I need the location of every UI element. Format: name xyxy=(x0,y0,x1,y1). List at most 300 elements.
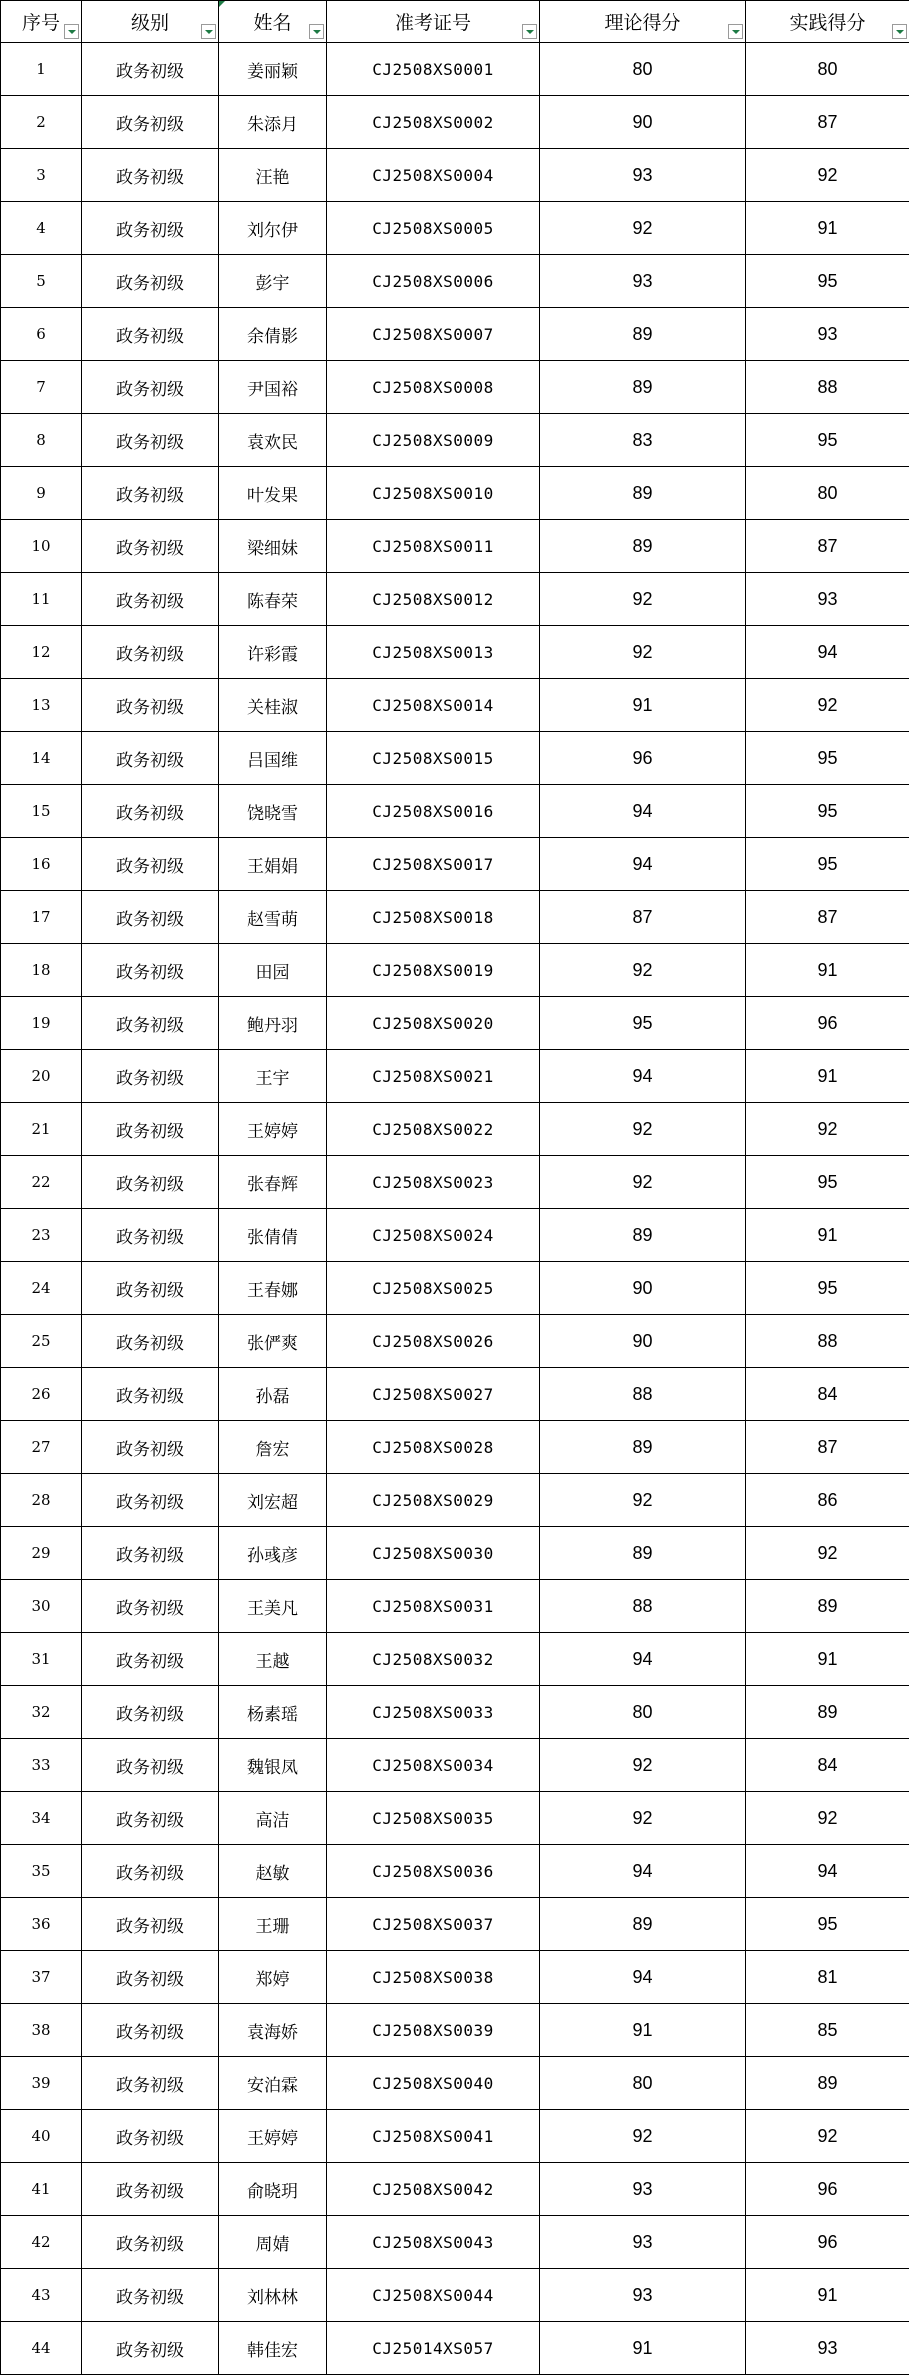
filter-dropdown-icon[interactable] xyxy=(64,24,79,39)
practice-score-cell[interactable]: 95 xyxy=(746,1262,909,1315)
level-cell[interactable]: 政务初级 xyxy=(82,467,219,520)
table-row xyxy=(1,308,909,361)
seq-cell[interactable]: 1 xyxy=(1,43,82,96)
exam-id-cell[interactable]: CJ2508XS0020 xyxy=(327,997,540,1050)
seq-cell[interactable]: 26 xyxy=(1,1368,82,1421)
theory-score-cell[interactable]: 94 xyxy=(540,1845,746,1898)
practice-score-cell[interactable]: 87 xyxy=(746,891,909,944)
theory-score-cell[interactable]: 95 xyxy=(540,997,746,1050)
table-row xyxy=(1,1845,909,1898)
exam-id-cell[interactable]: CJ2508XS0009 xyxy=(327,414,540,467)
exam-id-cell[interactable]: CJ2508XS0044 xyxy=(327,2269,540,2322)
level-cell[interactable]: 政务初级 xyxy=(82,944,219,997)
level-cell[interactable]: 政务初级 xyxy=(82,1421,219,1474)
name-cell[interactable]: 赵敏 xyxy=(219,1845,327,1898)
level-cell[interactable]: 政务初级 xyxy=(82,96,219,149)
level-cell[interactable]: 政务初级 xyxy=(82,732,219,785)
name-cell[interactable]: 关桂淑 xyxy=(219,679,327,732)
theory-score-cell[interactable]: 91 xyxy=(540,679,746,732)
exam-id-cell[interactable]: CJ2508XS0006 xyxy=(327,255,540,308)
exam-id-cell[interactable]: CJ2508XS0001 xyxy=(327,43,540,96)
name-cell[interactable]: 汪艳 xyxy=(219,149,327,202)
name-cell[interactable]: 孙磊 xyxy=(219,1368,327,1421)
theory-score-cell[interactable]: 92 xyxy=(540,573,746,626)
practice-score-cell[interactable]: 95 xyxy=(746,255,909,308)
seq-cell[interactable]: 15 xyxy=(1,785,82,838)
theory-score-cell[interactable]: 89 xyxy=(540,308,746,361)
name-cell[interactable]: 彭宇 xyxy=(219,255,327,308)
name-cell[interactable]: 吕国维 xyxy=(219,732,327,785)
practice-score-cell[interactable]: 87 xyxy=(746,520,909,573)
seq-cell[interactable]: 39 xyxy=(1,2057,82,2110)
level-cell[interactable]: 政务初级 xyxy=(82,43,219,96)
header-seq[interactable] xyxy=(1,1,82,43)
level-cell[interactable]: 政务初级 xyxy=(82,1951,219,2004)
practice-score-cell[interactable]: 85 xyxy=(746,2004,909,2057)
seq-cell[interactable]: 16 xyxy=(1,838,82,891)
theory-score-cell[interactable]: 89 xyxy=(540,467,746,520)
seq-cell[interactable]: 6 xyxy=(1,308,82,361)
level-cell[interactable]: 政务初级 xyxy=(82,1209,219,1262)
level-cell[interactable]: 政务初级 xyxy=(82,626,219,679)
seq-cell[interactable]: 41 xyxy=(1,2163,82,2216)
exam-id-cell[interactable]: CJ2508XS0026 xyxy=(327,1315,540,1368)
seq-cell[interactable]: 11 xyxy=(1,573,82,626)
level-cell[interactable]: 政务初级 xyxy=(82,149,219,202)
seq-cell[interactable]: 37 xyxy=(1,1951,82,2004)
theory-score-cell[interactable]: 89 xyxy=(540,361,746,414)
exam-id-cell[interactable]: CJ2508XS0007 xyxy=(327,308,540,361)
exam-id-cell[interactable]: CJ2508XS0038 xyxy=(327,1951,540,2004)
exam-id-cell[interactable]: CJ2508XS0004 xyxy=(327,149,540,202)
exam-id-cell[interactable]: CJ2508XS0030 xyxy=(327,1527,540,1580)
theory-score-cell[interactable]: 92 xyxy=(540,2110,746,2163)
header-theory-score[interactable] xyxy=(540,1,746,43)
exam-id-cell[interactable]: CJ25014XS057 xyxy=(327,2322,540,2375)
level-cell[interactable]: 政务初级 xyxy=(82,2269,219,2322)
practice-score-cell[interactable]: 89 xyxy=(746,1686,909,1739)
theory-score-cell[interactable]: 94 xyxy=(540,1951,746,2004)
level-cell[interactable]: 政务初级 xyxy=(82,997,219,1050)
exam-id-cell[interactable]: CJ2508XS0032 xyxy=(327,1633,540,1686)
practice-score-cell[interactable]: 91 xyxy=(746,2269,909,2322)
header-label: 准考证号 xyxy=(394,12,471,34)
filter-dropdown-icon[interactable] xyxy=(522,24,537,39)
name-cell[interactable]: 王春娜 xyxy=(219,1262,327,1315)
name-cell[interactable]: 叶发果 xyxy=(219,467,327,520)
exam-id-cell[interactable]: CJ2508XS0034 xyxy=(327,1739,540,1792)
practice-score-cell[interactable]: 80 xyxy=(746,467,909,520)
seq-cell[interactable]: 14 xyxy=(1,732,82,785)
exam-id-cell[interactable]: CJ2508XS0033 xyxy=(327,1686,540,1739)
level-cell[interactable]: 政务初级 xyxy=(82,679,219,732)
header-name[interactable] xyxy=(219,1,327,43)
theory-score-cell[interactable]: 94 xyxy=(540,1633,746,1686)
filter-dropdown-icon[interactable] xyxy=(201,24,216,39)
table-row xyxy=(1,96,909,149)
seq-cell[interactable]: 22 xyxy=(1,1156,82,1209)
level-cell[interactable]: 政务初级 xyxy=(82,1527,219,1580)
name-cell[interactable]: 王珊 xyxy=(219,1898,327,1951)
name-cell[interactable]: 朱添月 xyxy=(219,96,327,149)
level-cell[interactable]: 政务初级 xyxy=(82,785,219,838)
exam-id-cell[interactable]: CJ2508XS0037 xyxy=(327,1898,540,1951)
level-cell[interactable]: 政务初级 xyxy=(82,1845,219,1898)
header-row xyxy=(1,1,909,43)
exam-id-cell[interactable]: CJ2508XS0029 xyxy=(327,1474,540,1527)
seq-cell[interactable]: 9 xyxy=(1,467,82,520)
seq-cell[interactable]: 27 xyxy=(1,1421,82,1474)
exam-id-cell[interactable]: CJ2508XS0011 xyxy=(327,520,540,573)
name-cell[interactable]: 刘尔伊 xyxy=(219,202,327,255)
level-cell[interactable]: 政务初级 xyxy=(82,2322,219,2375)
theory-score-cell[interactable]: 90 xyxy=(540,1315,746,1368)
level-cell[interactable]: 政务初级 xyxy=(82,891,219,944)
level-cell[interactable]: 政务初级 xyxy=(82,1474,219,1527)
level-cell[interactable]: 政务初级 xyxy=(82,1103,219,1156)
seq-cell[interactable]: 28 xyxy=(1,1474,82,1527)
name-cell[interactable]: 孙彧彦 xyxy=(219,1527,327,1580)
theory-score-cell[interactable]: 90 xyxy=(540,96,746,149)
seq-cell[interactable]: 7 xyxy=(1,361,82,414)
practice-score-cell[interactable]: 95 xyxy=(746,1156,909,1209)
name-cell[interactable]: 张倩倩 xyxy=(219,1209,327,1262)
level-cell[interactable]: 政务初级 xyxy=(82,1792,219,1845)
exam-id-cell[interactable]: CJ2508XS0028 xyxy=(327,1421,540,1474)
practice-score-cell[interactable]: 87 xyxy=(746,1421,909,1474)
seq-cell[interactable]: 31 xyxy=(1,1633,82,1686)
name-cell[interactable]: 俞晓玥 xyxy=(219,2163,327,2216)
name-cell[interactable]: 王婷婷 xyxy=(219,2110,327,2163)
seq-cell[interactable]: 20 xyxy=(1,1050,82,1103)
name-cell[interactable]: 刘宏超 xyxy=(219,1474,327,1527)
theory-score-cell[interactable]: 93 xyxy=(540,2216,746,2269)
exam-id-cell[interactable]: CJ2508XS0019 xyxy=(327,944,540,997)
name-cell[interactable]: 梁细妹 xyxy=(219,520,327,573)
header-practice-score[interactable] xyxy=(746,1,909,43)
name-cell[interactable]: 鲍丹羽 xyxy=(219,997,327,1050)
theory-score-cell[interactable]: 89 xyxy=(540,1209,746,1262)
level-cell[interactable]: 政务初级 xyxy=(82,1580,219,1633)
table-row xyxy=(1,785,909,838)
practice-score-cell[interactable]: 81 xyxy=(746,1951,909,2004)
level-cell[interactable]: 政务初级 xyxy=(82,2216,219,2269)
practice-score-cell[interactable]: 95 xyxy=(746,414,909,467)
seq-cell[interactable]: 5 xyxy=(1,255,82,308)
exam-id-cell[interactable]: CJ2508XS0012 xyxy=(327,573,540,626)
theory-score-cell[interactable]: 92 xyxy=(540,626,746,679)
seq-cell[interactable]: 44 xyxy=(1,2322,82,2375)
seq-cell[interactable]: 13 xyxy=(1,679,82,732)
name-cell[interactable]: 安泊霖 xyxy=(219,2057,327,2110)
name-cell[interactable]: 尹国裕 xyxy=(219,361,327,414)
seq-cell[interactable]: 23 xyxy=(1,1209,82,1262)
practice-score-cell[interactable]: 86 xyxy=(746,1474,909,1527)
name-cell[interactable]: 袁海娇 xyxy=(219,2004,327,2057)
practice-score-cell[interactable]: 96 xyxy=(746,997,909,1050)
exam-id-cell[interactable]: CJ2508XS0023 xyxy=(327,1156,540,1209)
seq-cell[interactable]: 4 xyxy=(1,202,82,255)
table-row xyxy=(1,1103,909,1156)
level-cell[interactable]: 政务初级 xyxy=(82,361,219,414)
practice-score-cell[interactable]: 91 xyxy=(746,1209,909,1262)
seq-cell[interactable]: 36 xyxy=(1,1898,82,1951)
level-cell[interactable]: 政务初级 xyxy=(82,202,219,255)
seq-cell[interactable]: 38 xyxy=(1,2004,82,2057)
table-row xyxy=(1,679,909,732)
practice-score-cell[interactable]: 88 xyxy=(746,1315,909,1368)
table-row xyxy=(1,944,909,997)
theory-score-cell[interactable]: 93 xyxy=(540,149,746,202)
theory-score-cell[interactable]: 89 xyxy=(540,1527,746,1580)
name-cell[interactable]: 赵雪萌 xyxy=(219,891,327,944)
theory-score-cell[interactable]: 92 xyxy=(540,944,746,997)
seq-cell[interactable]: 8 xyxy=(1,414,82,467)
name-cell[interactable]: 陈春荣 xyxy=(219,573,327,626)
theory-score-cell[interactable]: 80 xyxy=(540,43,746,96)
theory-score-cell[interactable]: 93 xyxy=(540,255,746,308)
level-cell[interactable]: 政务初级 xyxy=(82,1368,219,1421)
theory-score-cell[interactable]: 87 xyxy=(540,891,746,944)
name-cell[interactable]: 余倩影 xyxy=(219,308,327,361)
practice-score-cell[interactable]: 91 xyxy=(746,202,909,255)
practice-score-cell[interactable]: 96 xyxy=(746,2163,909,2216)
practice-score-cell[interactable]: 89 xyxy=(746,2057,909,2110)
practice-score-cell[interactable]: 96 xyxy=(746,2216,909,2269)
exam-id-cell[interactable]: CJ2508XS0008 xyxy=(327,361,540,414)
level-cell[interactable]: 政务初级 xyxy=(82,308,219,361)
name-cell[interactable]: 郑婷 xyxy=(219,1951,327,2004)
exam-id-cell[interactable]: CJ2508XS0031 xyxy=(327,1580,540,1633)
practice-score-cell[interactable]: 89 xyxy=(746,1580,909,1633)
name-cell[interactable]: 魏银凤 xyxy=(219,1739,327,1792)
level-cell[interactable]: 政务初级 xyxy=(82,414,219,467)
cell-comment-marker-icon xyxy=(219,1,225,7)
practice-score-cell[interactable]: 92 xyxy=(746,2110,909,2163)
table-row xyxy=(1,626,909,679)
exam-id-cell[interactable]: CJ2508XS0021 xyxy=(327,1050,540,1103)
theory-score-cell[interactable]: 96 xyxy=(540,732,746,785)
level-cell[interactable]: 政务初级 xyxy=(82,1315,219,1368)
practice-score-cell[interactable]: 92 xyxy=(746,1527,909,1580)
theory-score-cell[interactable]: 91 xyxy=(540,2322,746,2375)
table-row xyxy=(1,2057,909,2110)
seq-cell[interactable]: 43 xyxy=(1,2269,82,2322)
level-cell[interactable]: 政务初级 xyxy=(82,1156,219,1209)
seq-cell[interactable]: 33 xyxy=(1,1739,82,1792)
name-cell[interactable]: 袁欢民 xyxy=(219,414,327,467)
theory-score-cell[interactable]: 91 xyxy=(540,2004,746,2057)
level-cell[interactable]: 政务初级 xyxy=(82,2004,219,2057)
seq-cell[interactable]: 17 xyxy=(1,891,82,944)
table-row xyxy=(1,1368,909,1421)
filter-dropdown-icon[interactable] xyxy=(728,24,743,39)
exam-id-cell[interactable]: CJ2508XS0022 xyxy=(327,1103,540,1156)
practice-score-cell[interactable]: 84 xyxy=(746,1368,909,1421)
exam-id-cell[interactable]: CJ2508XS0039 xyxy=(327,2004,540,2057)
theory-score-cell[interactable]: 92 xyxy=(540,1474,746,1527)
seq-cell[interactable]: 42 xyxy=(1,2216,82,2269)
exam-id-cell[interactable]: CJ2508XS0018 xyxy=(327,891,540,944)
exam-id-cell[interactable]: CJ2508XS0024 xyxy=(327,1209,540,1262)
name-cell[interactable]: 张春辉 xyxy=(219,1156,327,1209)
header-label: 姓名 xyxy=(253,12,292,34)
exam-id-cell[interactable]: CJ2508XS0014 xyxy=(327,679,540,732)
practice-score-cell[interactable]: 92 xyxy=(746,1792,909,1845)
seq-cell[interactable]: 34 xyxy=(1,1792,82,1845)
theory-score-cell[interactable]: 94 xyxy=(540,785,746,838)
practice-score-cell[interactable]: 93 xyxy=(746,2322,909,2375)
seq-cell[interactable]: 12 xyxy=(1,626,82,679)
seq-cell[interactable]: 21 xyxy=(1,1103,82,1156)
level-cell[interactable]: 政务初级 xyxy=(82,1050,219,1103)
practice-score-cell[interactable]: 94 xyxy=(746,626,909,679)
theory-score-cell[interactable]: 89 xyxy=(540,1898,746,1951)
exam-id-cell[interactable]: CJ2508XS0010 xyxy=(327,467,540,520)
theory-score-cell[interactable]: 89 xyxy=(540,520,746,573)
name-cell[interactable]: 姜丽颖 xyxy=(219,43,327,96)
table-row xyxy=(1,520,909,573)
theory-score-cell[interactable]: 80 xyxy=(540,2057,746,2110)
level-cell[interactable]: 政务初级 xyxy=(82,1898,219,1951)
level-cell[interactable]: 政务初级 xyxy=(82,573,219,626)
table-row xyxy=(1,1686,909,1739)
seq-cell[interactable]: 30 xyxy=(1,1580,82,1633)
table-row xyxy=(1,2216,909,2269)
table-row xyxy=(1,1580,909,1633)
theory-score-cell[interactable]: 94 xyxy=(540,838,746,891)
theory-score-cell[interactable]: 89 xyxy=(540,1421,746,1474)
level-cell[interactable]: 政务初级 xyxy=(82,2057,219,2110)
name-cell[interactable]: 许彩霞 xyxy=(219,626,327,679)
level-cell[interactable]: 政务初级 xyxy=(82,1633,219,1686)
exam-id-cell[interactable]: CJ2508XS0042 xyxy=(327,2163,540,2216)
name-cell[interactable]: 刘林林 xyxy=(219,2269,327,2322)
exam-id-cell[interactable]: CJ2508XS0027 xyxy=(327,1368,540,1421)
theory-score-cell[interactable]: 88 xyxy=(540,1580,746,1633)
practice-score-cell[interactable]: 88 xyxy=(746,361,909,414)
table-row xyxy=(1,149,909,202)
seq-cell[interactable]: 35 xyxy=(1,1845,82,1898)
theory-score-cell[interactable]: 92 xyxy=(540,202,746,255)
practice-score-cell[interactable]: 91 xyxy=(746,1633,909,1686)
practice-score-cell[interactable]: 93 xyxy=(746,573,909,626)
level-cell[interactable]: 政务初级 xyxy=(82,838,219,891)
name-cell[interactable]: 田园 xyxy=(219,944,327,997)
theory-score-cell[interactable]: 93 xyxy=(540,2269,746,2322)
level-cell[interactable]: 政务初级 xyxy=(82,2163,219,2216)
header-level[interactable] xyxy=(82,1,219,43)
exam-id-cell[interactable]: CJ2508XS0017 xyxy=(327,838,540,891)
level-cell[interactable]: 政务初级 xyxy=(82,520,219,573)
name-cell[interactable]: 王美凡 xyxy=(219,1580,327,1633)
theory-score-cell[interactable]: 83 xyxy=(540,414,746,467)
exam-id-cell[interactable]: CJ2508XS0013 xyxy=(327,626,540,679)
seq-cell[interactable]: 3 xyxy=(1,149,82,202)
practice-score-cell[interactable]: 93 xyxy=(746,308,909,361)
name-cell[interactable]: 周婧 xyxy=(219,2216,327,2269)
level-cell[interactable]: 政务初级 xyxy=(82,255,219,308)
theory-score-cell[interactable]: 94 xyxy=(540,1050,746,1103)
practice-score-cell[interactable]: 95 xyxy=(746,1898,909,1951)
seq-cell[interactable]: 32 xyxy=(1,1686,82,1739)
seq-cell[interactable]: 24 xyxy=(1,1262,82,1315)
name-cell[interactable]: 张俨爽 xyxy=(219,1315,327,1368)
seq-cell[interactable]: 2 xyxy=(1,96,82,149)
name-cell[interactable]: 韩佳宏 xyxy=(219,2322,327,2375)
table-row xyxy=(1,1527,909,1580)
name-cell[interactable]: 高洁 xyxy=(219,1792,327,1845)
name-cell[interactable]: 杨素瑶 xyxy=(219,1686,327,1739)
seq-cell[interactable]: 25 xyxy=(1,1315,82,1368)
level-cell[interactable]: 政务初级 xyxy=(82,1262,219,1315)
exam-id-cell[interactable]: CJ2508XS0005 xyxy=(327,202,540,255)
seq-cell[interactable]: 18 xyxy=(1,944,82,997)
practice-score-cell[interactable]: 84 xyxy=(746,1739,909,1792)
name-cell[interactable]: 詹宏 xyxy=(219,1421,327,1474)
name-cell[interactable]: 王娟娟 xyxy=(219,838,327,891)
practice-score-cell[interactable]: 95 xyxy=(746,785,909,838)
practice-score-cell[interactable]: 87 xyxy=(746,96,909,149)
practice-score-cell[interactable]: 80 xyxy=(746,43,909,96)
level-cell[interactable]: 政务初级 xyxy=(82,1686,219,1739)
table-row xyxy=(1,1792,909,1845)
level-cell[interactable]: 政务初级 xyxy=(82,2110,219,2163)
theory-score-cell[interactable]: 93 xyxy=(540,2163,746,2216)
level-cell[interactable]: 政务初级 xyxy=(82,1739,219,1792)
seq-cell[interactable]: 10 xyxy=(1,520,82,573)
header-exam-id[interactable] xyxy=(327,1,540,43)
exam-id-cell[interactable]: CJ2508XS0041 xyxy=(327,2110,540,2163)
practice-score-cell[interactable]: 95 xyxy=(746,838,909,891)
table-row xyxy=(1,1209,909,1262)
practice-score-cell[interactable]: 92 xyxy=(746,1103,909,1156)
filter-dropdown-icon[interactable] xyxy=(309,24,324,39)
header-label: 级别 xyxy=(130,12,169,34)
theory-score-cell[interactable]: 92 xyxy=(540,1156,746,1209)
name-cell[interactable]: 王婷婷 xyxy=(219,1103,327,1156)
seq-cell[interactable]: 29 xyxy=(1,1527,82,1580)
exam-id-cell[interactable]: CJ2508XS0036 xyxy=(327,1845,540,1898)
practice-score-cell[interactable]: 91 xyxy=(746,944,909,997)
theory-score-cell[interactable]: 92 xyxy=(540,1792,746,1845)
exam-id-cell[interactable]: CJ2508XS0002 xyxy=(327,96,540,149)
theory-score-cell[interactable]: 92 xyxy=(540,1739,746,1792)
name-cell[interactable]: 王越 xyxy=(219,1633,327,1686)
seq-cell[interactable]: 19 xyxy=(1,997,82,1050)
filter-dropdown-icon[interactable] xyxy=(892,24,907,39)
table-row xyxy=(1,361,909,414)
name-cell[interactable]: 王宇 xyxy=(219,1050,327,1103)
name-cell[interactable]: 饶晓雪 xyxy=(219,785,327,838)
seq-cell[interactable]: 40 xyxy=(1,2110,82,2163)
practice-score-cell[interactable]: 91 xyxy=(746,1050,909,1103)
theory-score-cell[interactable]: 92 xyxy=(540,1103,746,1156)
practice-score-cell[interactable]: 92 xyxy=(746,679,909,732)
exam-id-cell[interactable]: CJ2508XS0015 xyxy=(327,732,540,785)
exam-id-cell[interactable]: CJ2508XS0025 xyxy=(327,1262,540,1315)
practice-score-cell[interactable]: 92 xyxy=(746,149,909,202)
practice-score-cell[interactable]: 94 xyxy=(746,1845,909,1898)
theory-score-cell[interactable]: 90 xyxy=(540,1262,746,1315)
exam-id-cell[interactable]: CJ2508XS0040 xyxy=(327,2057,540,2110)
exam-id-cell[interactable]: CJ2508XS0035 xyxy=(327,1792,540,1845)
practice-score-cell[interactable]: 95 xyxy=(746,732,909,785)
theory-score-cell[interactable]: 88 xyxy=(540,1368,746,1421)
exam-id-cell[interactable]: CJ2508XS0016 xyxy=(327,785,540,838)
exam-id-cell[interactable]: CJ2508XS0043 xyxy=(327,2216,540,2269)
theory-score-cell[interactable]: 80 xyxy=(540,1686,746,1739)
